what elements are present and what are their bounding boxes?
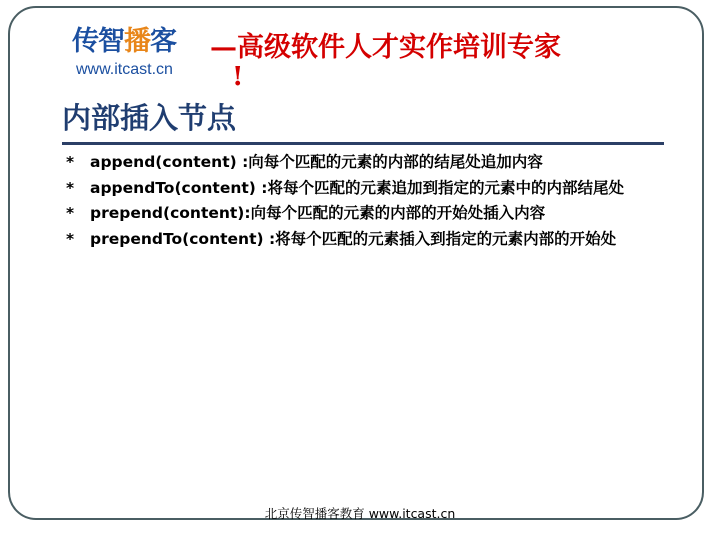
list-item — [66, 227, 624, 253]
bullet-list — [66, 150, 624, 252]
logo-name — [72, 26, 176, 58]
itcast-logo — [72, 26, 202, 84]
logo-name-part3: 客 — [150, 26, 176, 57]
list-item — [66, 201, 624, 227]
bullet-marker: * — [66, 153, 75, 171]
list-item — [66, 150, 624, 176]
bullet-marker: * — [66, 204, 75, 222]
bullet-marker: * — [66, 178, 75, 197]
logo-name-part1: 传智 — [72, 26, 124, 57]
list-item-text: prependTo(content) :将每个匹配的元素插入到指定的元素内部的开始处 — [90, 229, 617, 248]
logo-name-part2: 播 — [124, 26, 150, 57]
slide-footer: 北京传智播客教育 www.itcast.cn — [264, 506, 456, 521]
bullet-marker: * — [66, 229, 75, 248]
header-exclamation: ! — [232, 62, 244, 92]
list-item-text: prepend(content):向每个匹配的元素的内部的开始处插入内容 — [90, 204, 546, 222]
header-tagline: —高级软件人才实作培训专家 — [210, 32, 561, 63]
slide-title: 内部插入节点 — [62, 101, 237, 135]
list-item-text: append(content) :向每个匹配的元素的内部的结尾处追加内容 — [90, 153, 543, 171]
list-item — [66, 176, 624, 202]
logo-url: www.itcast.cn — [76, 61, 173, 78]
list-item-text: appendTo(content) :将每个匹配的元素追加到指定的元素中的内部结尾处 — [90, 178, 624, 197]
title-divider — [62, 142, 664, 145]
